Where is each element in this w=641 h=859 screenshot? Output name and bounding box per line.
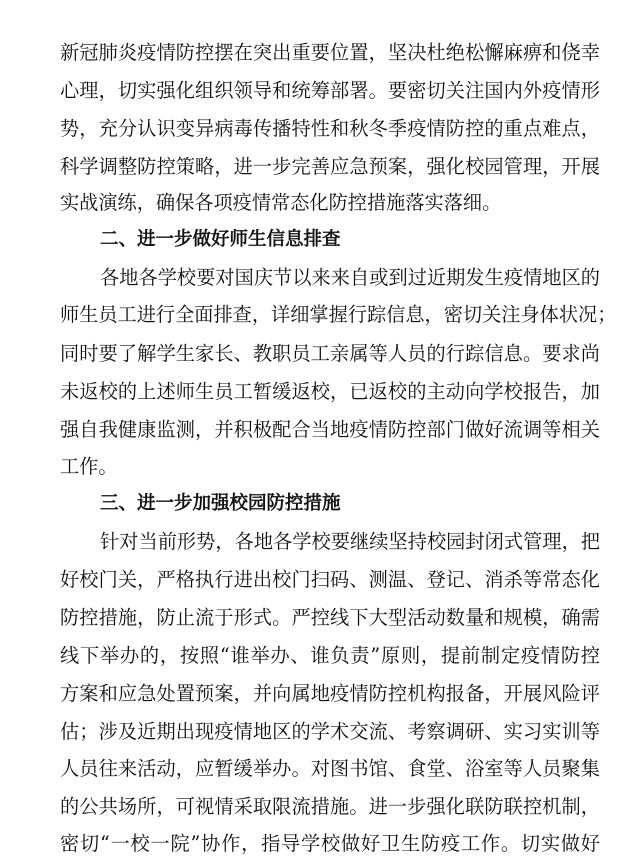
section-heading-3: 三、进一步加强校园防控措施 <box>100 493 341 514</box>
paragraph-1-line-5: 实战演练，确保各项疫情常态化防控措施落实落细。 <box>60 191 502 214</box>
paragraph-1-line-1: 新冠肺炎疫情防控摆在突出重要位置，坚决杜绝松懈麻痹和侥幸 <box>60 41 600 64</box>
paragraph-2-line-5: 强自我健康监测，并积极配合当地疫情防控部门做好流调等相关 <box>60 418 600 441</box>
paragraph-1-line-3: 势，充分认识变异病毒传播特性和秋冬季疫情防控的重点难点， <box>60 117 600 140</box>
paragraph-3-line-1: 针对当前形势，各地各学校要继续坚持校园封闭式管理，把 <box>100 530 600 553</box>
paragraph-3-line-4: 线下举办的，按照“谁举办、谁负责”原则，提前制定疫情防控 <box>60 644 600 667</box>
paragraph-2-line-4: 未返校的上述师生员工暂缓返校，已返校的主动向学校报告，加 <box>60 380 600 403</box>
paragraph-3-line-5: 方案和应急处置预案，并向属地疫情防控机构报备，开展风险评 <box>60 682 600 705</box>
paragraph-3-line-7: 人员往来活动，应暂缓举办。对图书馆、食堂、浴室等人员聚集 <box>60 757 600 780</box>
paragraph-3-line-6: 估；涉及近期出现疫情地区的学术交流、考察调研、实习实训等 <box>60 720 600 743</box>
section-heading-2: 二、进一步做好师生信息排查 <box>100 229 341 250</box>
paragraph-3-line-2: 好校门关，严格执行进出校门扫码、测温、登记、消杀等常态化 <box>60 568 600 591</box>
paragraph-2-line-2: 师生员工进行全面排查，详细掌握行踪信息，密切关注身体状况； <box>60 303 617 326</box>
paragraph-3-line-8: 的公共场所，可视情采取限流措施。进一步强化联防联控机制， <box>60 795 600 818</box>
paragraph-2-line-6: 工作。 <box>60 455 118 478</box>
paragraph-3-line-3: 防控措施，防止流于形式。严控线下大型活动数量和规模，确需 <box>60 606 600 629</box>
paragraph-1-line-2: 心理，切实强化组织领导和统筹部署。要密切关注国内外疫情形 <box>60 79 600 102</box>
paragraph-2-line-3: 同时要了解学生家长、教职员工亲属等人员的行踪信息。要求尚 <box>60 342 600 365</box>
paragraph-3-line-9: 密切“一校一院”协作，指导学校做好卫生防疫工作。切实做好 <box>60 832 600 855</box>
paragraph-2-line-1: 各地各学校要对国庆节以来来自或到过近期发生疫情地区的 <box>100 266 600 289</box>
paragraph-1-line-4: 科学调整防控策略，进一步完善应急预案，强化校园管理，开展 <box>60 155 600 178</box>
